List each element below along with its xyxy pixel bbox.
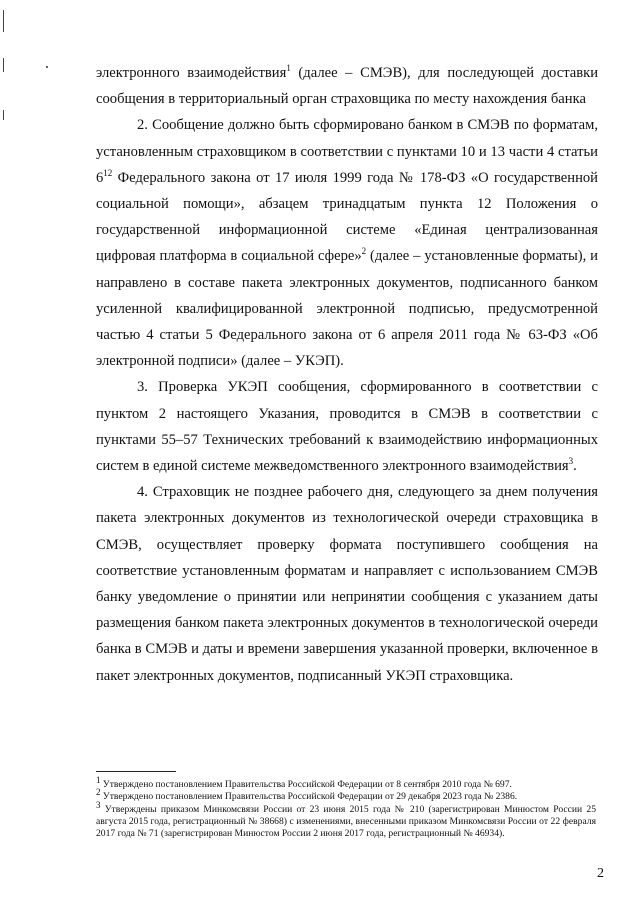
footnote-ref: 2 [361,246,367,257]
text-run: электронного взаимодействия [96,65,287,81]
footnote: $^2$ Утверждено постановлением Правительства Российской Федерации от 29 декабря 2023 года № 2386. [96,787,518,803]
paragraph-continuation [96,60,598,112]
footnote: $^1$ Утверждено постановлением Правительства Российской Федерации от 8 сентября 2010 года № 697. [96,774,512,790]
footnote-ref: 12 [103,167,113,178]
paragraph-item-2 [96,112,598,374]
text-run: 3. Проверка УКЭП сообщения, сформированного в соответствии с пунктом 2 настоящего Указания, проводится в СМЭВ в соответствии с пунктами 55–57 Технических требований к взаимодействию информационных систем в единой системе межведомственного электронного взаимодействия [96,379,598,475]
footnotes [96,774,597,840]
text-run: 4. Страховщик не позднее рабочего дня, следующего за днем получения пакета электронных документов из технологической очереди страховщика в СМЭВ, осуществляет проверку формата поступившего сообщения на соответствие установленным форматам и направляет с использованием СМЭВ банку уведомление о принятии или непринятии сообщения с указанием даты размещения банком пакета электронных документов в технологической очереди банка в СМЭВ и даты и времени завершения указанной проверки, включенное в пакет электронных документов, подписанный УКЭП страховщика. [96,484,598,684]
document-body [96,60,598,689]
scan-edge-line [3,10,4,32]
text-run: (далее – СМЭВ), для последующей доставки сообщения в территориальный орган страховщика по месту нахождения банка [96,65,599,108]
paragraph-item-3 [96,374,598,479]
paragraph-item-4 [96,479,598,689]
text-run: 2. Сообщение должно быть сформировано банком в СМЭВ по форматам, установленным страховщиком в соответствии с пунктами 10 и 13 части 4 статьи 6 [96,117,598,186]
text-run: . [573,458,577,475]
footnote: $^3$ Утверждены приказом Минкомсвязи России от 23 июня 2015 года № 210 (зарегистрирован Минюстом России 25 августа 2015 года, регистрационный № 38668) с изменениями, внесенными приказом Минкомсвязи России от 22 февраля 2017 года № 71 (зарегистрирован Минюстом России 2 июня 2017 года, регистрационный № 46934). [96,799,597,840]
scan-edge-line [3,58,4,72]
page-number: 2 [597,866,604,881]
text-run: (далее – установленные форматы), и направлено в составе пакета электронных документов, подписанного банком усиленной квалифицированной электронной подписью, предусмотренной частью 4 статьи 5 Федерального закона от 6 апреля 2011 года № 63-ФЗ «Об электронной подписи» (далее – УКЭП). [96,248,598,370]
text-run: Федерального закона от 17 июля 1999 года № 178-ФЗ «О государственной социальной помощи», абзацем тринадцатым пункта 12 Положения о государственной информационной системе «Единая централизованная цифровая платформа в социальной сфере» [96,169,598,265]
footnote-separator [96,771,176,772]
footnote-ref: 1 [286,63,291,74]
scan-speck [46,66,48,68]
scan-edge-line [3,110,4,120]
footnote-ref: 3 [568,456,574,467]
